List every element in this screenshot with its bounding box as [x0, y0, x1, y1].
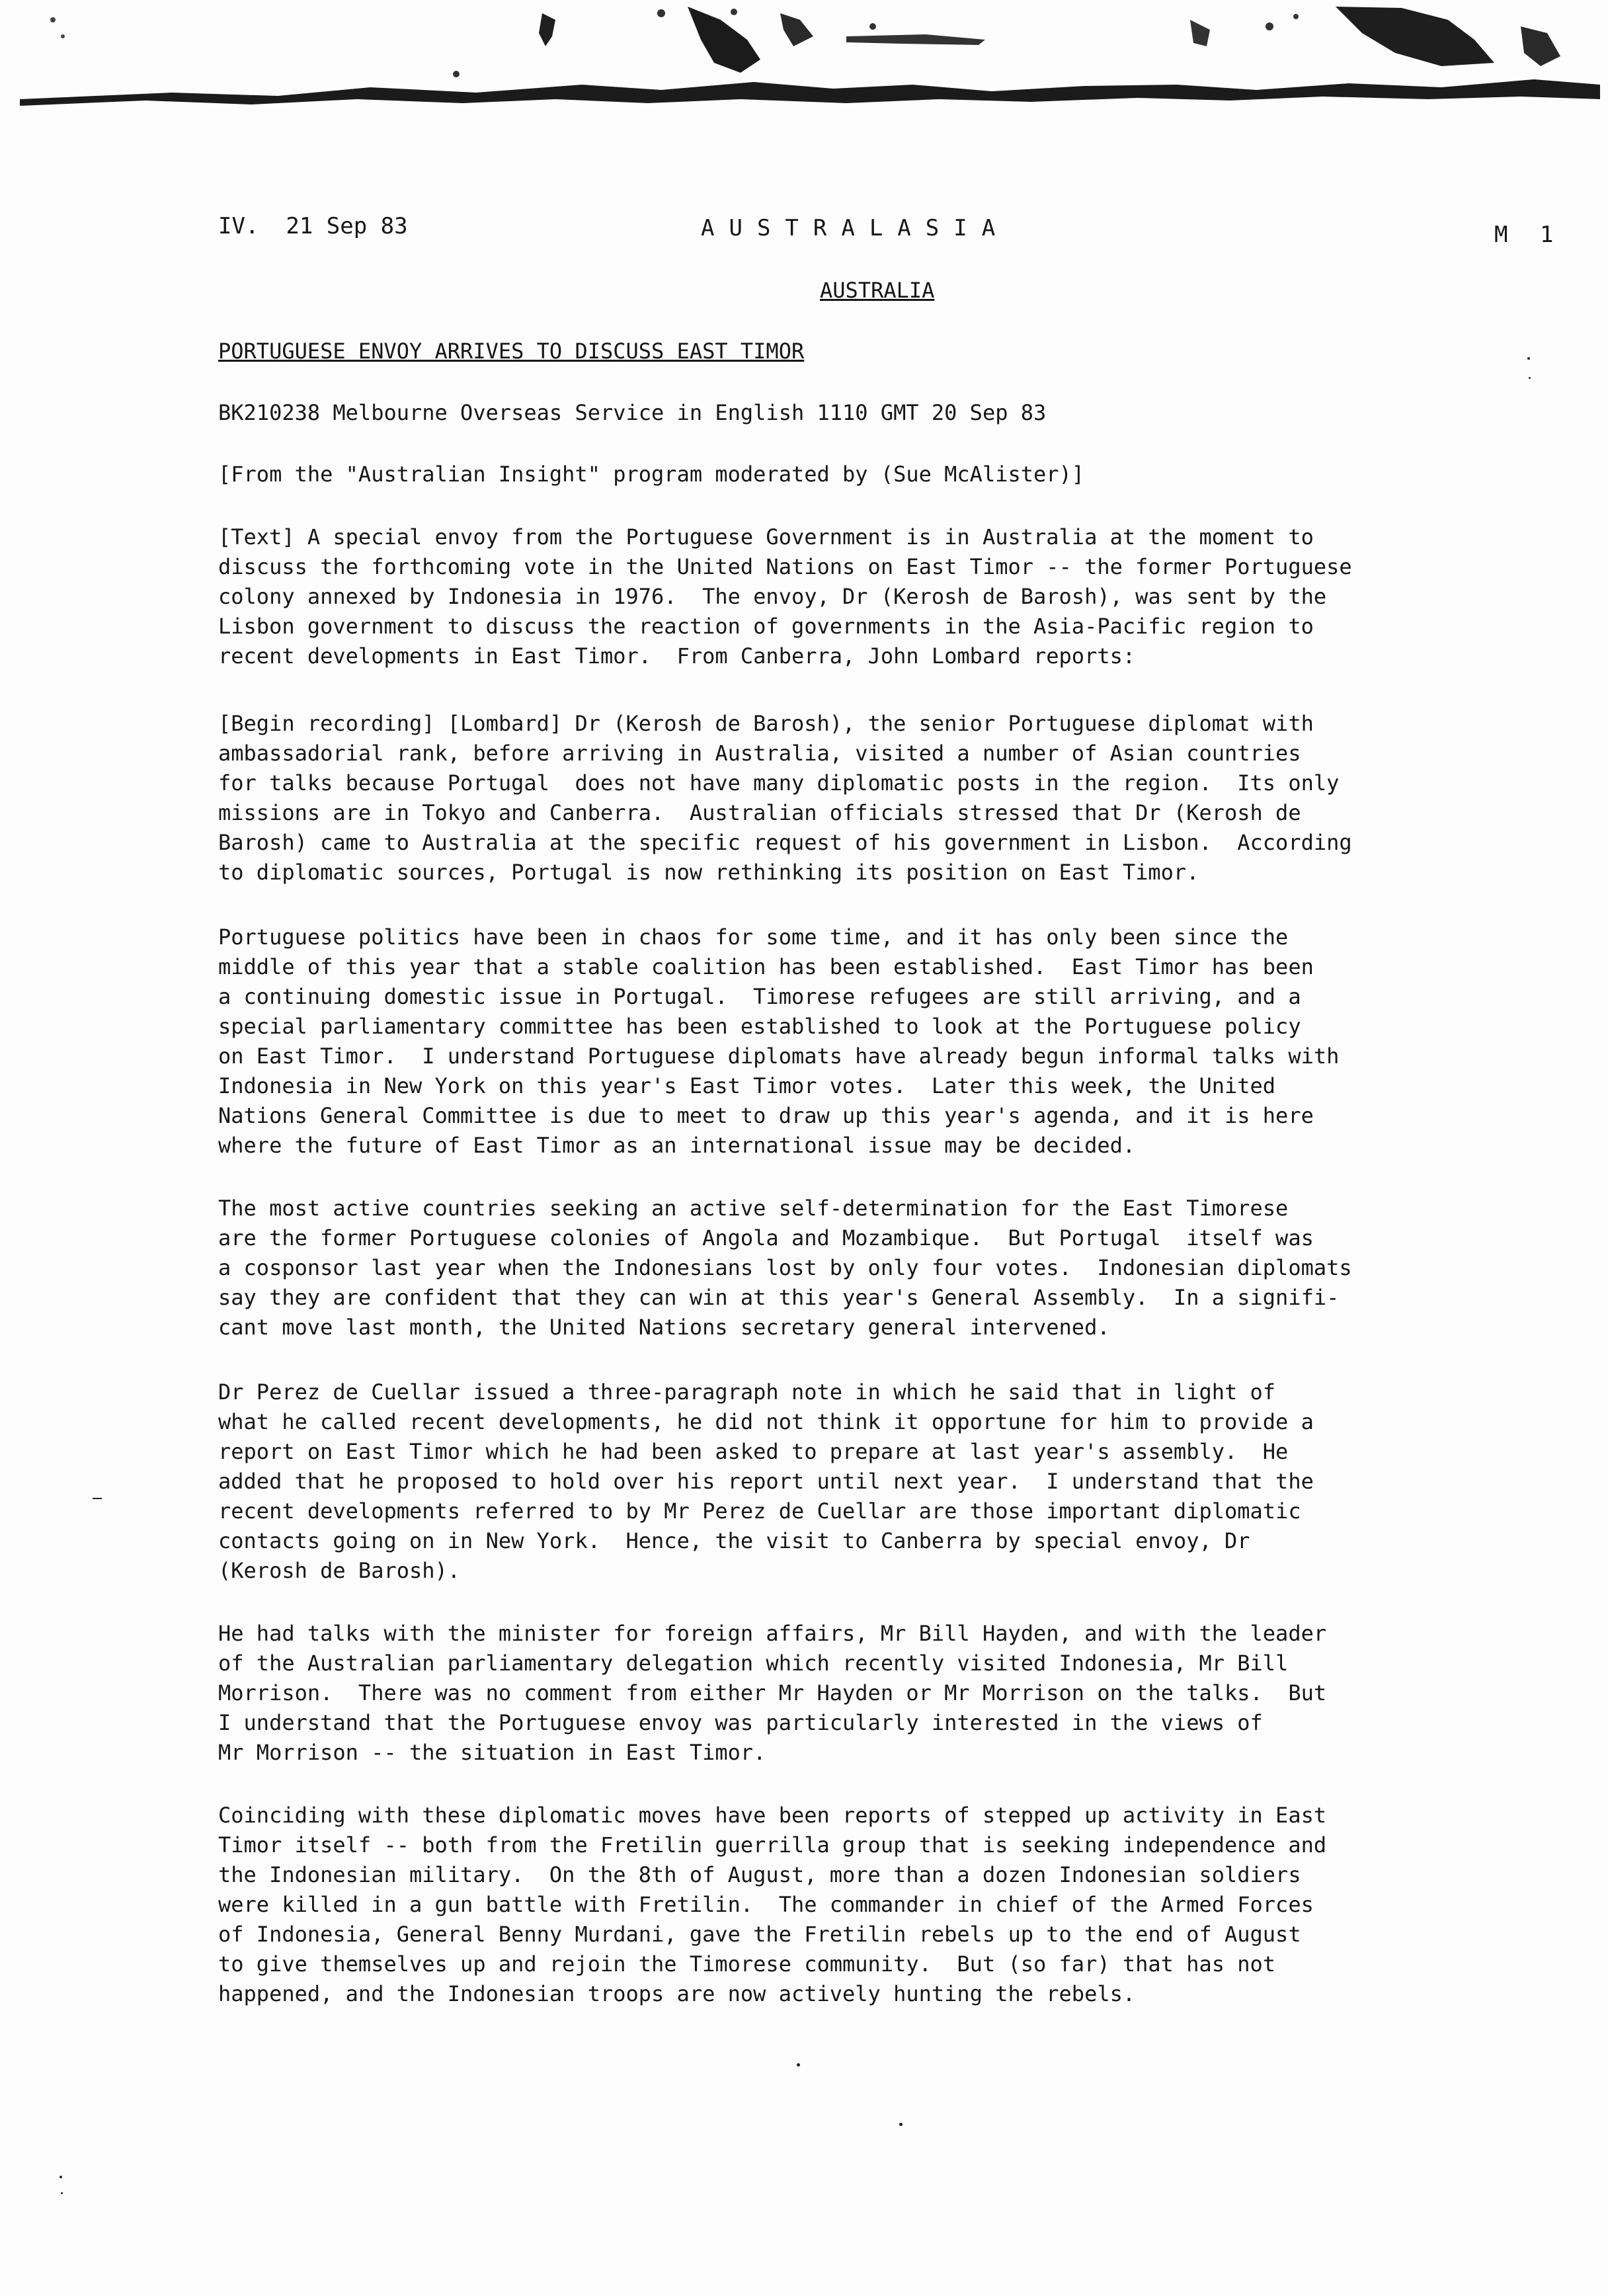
- scan-speck: [899, 2123, 903, 2126]
- region-header: AUSTRALASIA: [701, 215, 1010, 241]
- scan-noise-band: [0, 0, 1608, 132]
- paragraph: He had talks with the minister for foreign affairs, Mr Bill Hayden, and with the leader of the Australian parliamentary delegation which recently visited Indonesia, Mr Bill Morrison. There was no comment from either Mr Hayden or Mr Morrison on the talks. But I understand that the Portuguese envoy was particularly interested in the views of Mr Morrison -- the situation in East Timor.: [218, 1621, 1327, 1765]
- scan-speck: [1529, 377, 1531, 379]
- scan-speck: [61, 2192, 63, 2194]
- scan-speck: [93, 1498, 102, 1499]
- program-intro: [From the "Australian Insight" program moderated by (Sue McAlister)]: [218, 462, 1085, 487]
- scan-speck: [797, 2063, 800, 2067]
- paragraph: [Text] A special envoy from the Portuguese Government is in Australia at the moment to discuss the forthcoming vote in the United Nations on East Timor -- the former Portuguese colony annexed by Indonesia in 1976. The envoy, Dr (Kerosh de Barosh), was sent by the Lisbon government to discuss the reaction of governments in the Asia-Pacific region to recent developments in East Timor. From Canberra, John Lombard reports:: [218, 524, 1352, 669]
- article-headline: PORTUGUESE ENVOY ARRIVES TO DISCUSS EAST TIMOR: [218, 339, 805, 364]
- dateline-header: IV. 21 Sep 83: [218, 213, 408, 239]
- page-number: M 1: [1494, 222, 1563, 248]
- paragraph: Dr Perez de Cuellar issued a three-paragraph note in which he said that in light of what he called recent developments, he did not think it opportune for him to provide a report on East Timor which he had been asked to prepare at last year's assembly. He added that he proposed to hold over his report until next year. I understand that the recent developments referred to by Mr Perez de Cuellar are those important diplomatic contacts going on in New York. Hence, the visit to Canberra by special envoy, Dr (Kerosh de Barosh).: [218, 1379, 1314, 1583]
- paragraph: The most active countries seeking an active self-determination for the East Timorese are the former Portuguese colonies of Angola and Mozambique. But Portugal itself was a cosponsor last year when the Indonesians lost by only four votes. Indonesian diplomats say they are confident that they can win at this year's General Assembly. In a signifi- cant move last month, the United Nations secretary general intervened.: [218, 1196, 1352, 1340]
- scan-speck: [1527, 357, 1530, 360]
- paragraph: [Begin recording] [Lombard] Dr (Kerosh de Barosh), the senior Portuguese diplomat with ambassadorial rank, before arriving in Australia, visited a number of Asian countries for talks because Portugal does not have many diplomatic posts in the region. Its only missions are in Tokyo and Canberra. Australian officials stressed that Dr (Kerosh de Barosh) came to Australia at the specific request of his government in Lisbon. According to diplomatic sources, Portugal is now rethinking its position on East Timor.: [218, 711, 1352, 885]
- section-heading: AUSTRALIA: [820, 278, 935, 303]
- scan-speck: [60, 2176, 62, 2178]
- paragraph: Coinciding with these diplomatic moves have been reports of stepped up activity in East Timor itself -- both from the Fretilin guerrilla group that is seeking independence and the Indonesian military. On the 8th of August, more than a dozen Indonesian soldiers were killed in a gun battle with Fretilin. The commander in chief of the Armed Forces of Indonesia, General Benny Murdani, gave the Fretilin rebels up to the end of August to give themselves up and rejoin the Timorese community. But (so far) that has not happened, and the Indonesian troops are now actively hunting the rebels.: [218, 1803, 1327, 2006]
- source-line: BK210238 Melbourne Overseas Service in English 1110 GMT 20 Sep 83: [218, 400, 1047, 425]
- paragraph: Portuguese politics have been in chaos for some time, and it has only been since the middle of this year that a stable coalition has been established. East Timor has been a continuing domestic issue in Portugal. Timorese refugees are still arriving, and a special parliamentary committee has been established to look at the Portuguese policy on East Timor. I understand Portuguese diplomats have already begun informal talks with Indonesia in New York on this year's East Timor votes. Later this week, the United Nations General Committee is due to meet to draw up this year's agenda, and it is here where the future of East Timor as an international issue may be decided.: [218, 924, 1340, 1158]
